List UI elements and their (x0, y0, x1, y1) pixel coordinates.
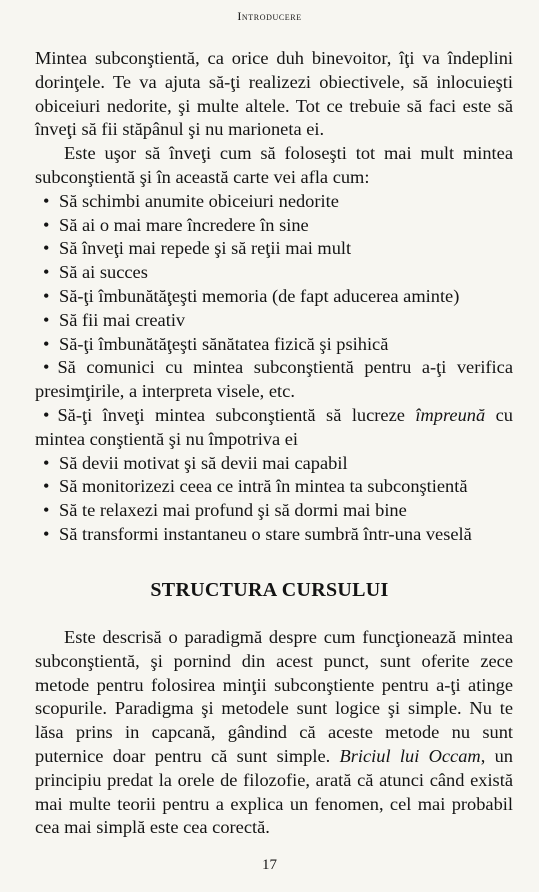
list-item: • Să schimbi anumite obiceiuri nedorite (35, 190, 513, 214)
list-item: • Să ai succes (35, 261, 513, 285)
section-body (35, 626, 513, 840)
bullet-icon: • (43, 214, 50, 235)
bullet-icon: • (43, 238, 50, 259)
benefits-list (35, 190, 513, 547)
page-number: 17 (262, 857, 277, 873)
bullet-icon: • (43, 404, 50, 425)
list-item: • Să-ţi înveţi mintea subconştientă să lucreze împreună cu mintea conştientă şi nu împotriva ei (35, 404, 513, 449)
bullet-icon: • (43, 285, 50, 306)
bullet-icon: • (43, 262, 50, 283)
emphasis-text: Briciul lui Occam (339, 745, 481, 766)
intro-paragraph-1: Mintea subconştientă, ca orice duh binevoitor, îţi va îndeplini dorinţele. Te va ajuta să-ţi realizezi obiectivele, să inlocuieşti obiceiuri nedorite, şi multe altele. Tot ce trebuie să faci este să înveţi să fii stăpânul şi nu marioneta ei. (35, 48, 513, 140)
list-item: • Să fii mai creativ (35, 309, 513, 333)
list-item: • Să-ţi îmbunătăţeşti memoria (de fapt aducerea aminte) (35, 285, 513, 309)
section-heading: STRUCTURA CURSULUI (150, 579, 389, 601)
bullet-icon: • (43, 452, 50, 473)
list-item: • Să monitorizezi ceea ce intră în mintea ta subconştientă (35, 475, 513, 499)
list-item: • Să transformi instantaneu o stare sumbră într-una veselă (35, 523, 513, 547)
list-item: • Să înveţi mai repede şi să reţii mai mult (35, 237, 513, 261)
list-item: • Să devii motivat şi să devii mai capabil (35, 452, 513, 476)
bullet-icon: • (43, 500, 50, 521)
bullet-icon: • (43, 476, 50, 497)
bullet-icon: • (43, 523, 50, 544)
bullet-icon: • (43, 357, 50, 378)
emphasis-text: împreună (415, 404, 486, 425)
bullet-icon: • (43, 190, 50, 211)
bullet-icon: • (43, 333, 50, 354)
intro-block (35, 47, 513, 547)
list-item: • Să ai o mai mare încredere în sine (35, 214, 513, 238)
list-item: • Să te relaxezi mai profund şi să dormi mai bine (35, 499, 513, 523)
intro-paragraph-2: Este uşor să înveţi cum să foloseşti tot mai mult mintea subconştientă şi în această carte vei afla cum: (35, 143, 513, 187)
list-item: • Să comunici cu mintea subconştientă pentru a-ţi verifica presimţirile, a interpreta visele, etc. (35, 357, 513, 402)
running-header: Introducere (237, 9, 302, 23)
list-item: • Să-ţi îmbunătăţeşti sănătatea fizică şi psihică (35, 333, 513, 357)
bullet-icon: • (43, 309, 50, 330)
section-paragraph: Este descrisă o paradigmă despre cum funcţionează mintea subconştientă, şi pornind din acest punct, sunt oferite zece metode pentru folosirea minţii subconştiente pentru a-ţi atinge scopurile. Paradigma şi metodele sunt logice şi simple. Nu te lăsa prins in capcană, gândind că aceste metode nu sunt puternice doar pentru că sunt simple. Briciul lui Occam, un principiu predat la orele de filozofie, arată că atunci când există mai multe teorii pentru a explica un fenomen, cel mai probabil cea mai simplă este cea corectă. (35, 627, 513, 838)
